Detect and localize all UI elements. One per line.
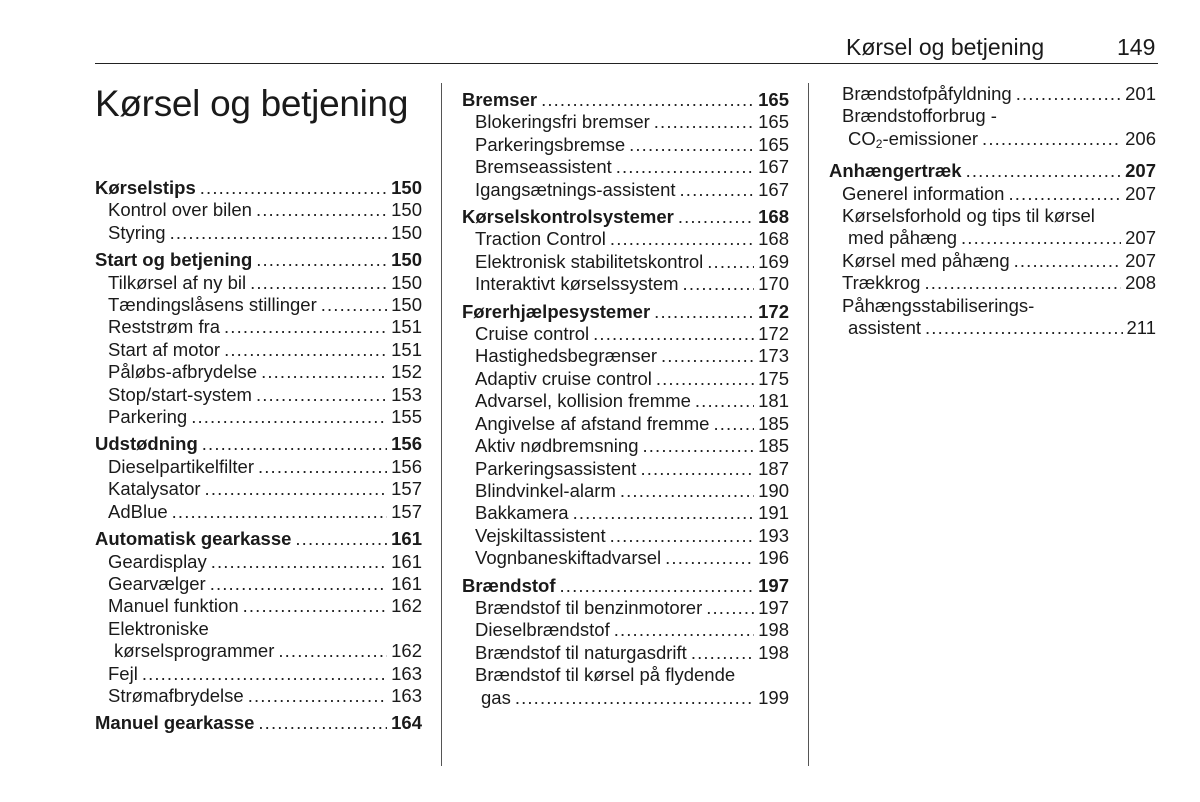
- toc-page-number: 193: [758, 524, 789, 546]
- dot-leader: [620, 480, 754, 502]
- toc-entry[interactable]: [95, 551, 422, 573]
- toc-section-entry[interactable]: [462, 89, 789, 111]
- toc-page-number: 207: [1125, 182, 1156, 204]
- toc-section-entry[interactable]: [462, 206, 789, 228]
- toc-entry-label: Traction Control: [475, 228, 606, 250]
- toc-entry-label: Bremseassistent: [475, 156, 612, 178]
- column-divider-left: [441, 83, 442, 766]
- dot-leader: [680, 179, 755, 201]
- toc-entry-label: Aktiv nødbremsning: [475, 435, 639, 457]
- toc-page-number: 187: [758, 457, 789, 479]
- toc-entry-label: Fejl: [108, 662, 138, 684]
- toc-section-entry[interactable]: [829, 160, 1156, 182]
- dot-leader: [656, 368, 754, 390]
- toc-page-number: 170: [758, 273, 789, 295]
- toc-column-1: [95, 177, 422, 735]
- toc-entry-label: Geardisplay: [108, 550, 207, 572]
- toc-entry-label: Brændstof til benzinmotorer: [475, 596, 703, 618]
- toc-entry-label: Kørselstips: [95, 177, 196, 198]
- toc-entry[interactable]: [95, 272, 422, 294]
- toc-entry-label: Brændstofpåfyldning: [842, 83, 1012, 104]
- toc-page-number: 191: [758, 502, 789, 524]
- toc-entry-label: Kontrol over bilen: [108, 199, 252, 221]
- toc-section-entry[interactable]: [95, 249, 422, 271]
- toc-entry-label: med påhæng: [848, 227, 958, 249]
- toc-entry-label: Parkeringsbremse: [475, 133, 626, 155]
- toc-page-number: 161: [391, 528, 422, 550]
- toc-page-number: 150: [391, 249, 422, 271]
- toc-page-number: 197: [758, 574, 789, 596]
- toc-page-number: 162: [391, 595, 422, 617]
- running-header-title: Kørsel og betjening: [846, 34, 1045, 60]
- toc-page-number: 197: [758, 596, 789, 618]
- toc-entry-label: Tændingslåsens stillinger: [108, 294, 317, 316]
- toc-entry[interactable]: [95, 478, 422, 500]
- toc-entry[interactable]: [95, 361, 422, 383]
- dot-leader: [200, 177, 387, 199]
- toc-entry[interactable]: [462, 642, 789, 664]
- toc-entry-label: Manuel gearkasse: [95, 712, 255, 734]
- dot-leader: [614, 619, 754, 641]
- toc-entry-label: kørselsprogrammer: [114, 640, 275, 662]
- toc-entry-label: Bakkamera: [475, 502, 569, 524]
- toc-entry-label: Adaptiv cruise control: [475, 367, 652, 389]
- toc-entry-label-line: Elektroniske: [108, 617, 209, 639]
- dot-leader: [224, 316, 387, 338]
- toc-entry-label: Kørsel med påhæng: [842, 249, 1010, 271]
- toc-entry-label: Dieselbrændstof: [475, 619, 610, 641]
- dot-leader: [961, 227, 1121, 249]
- toc-entry[interactable]: [462, 458, 789, 480]
- dot-leader: [278, 640, 387, 662]
- toc-entry[interactable]: [462, 413, 789, 435]
- dot-leader: [248, 685, 387, 707]
- toc-entry[interactable]: [95, 456, 422, 478]
- dot-leader: [966, 160, 1122, 182]
- dot-leader: [683, 273, 755, 295]
- toc-entry-label: Vejskiltassistent: [475, 524, 606, 546]
- toc-entry-label: Styring: [108, 221, 166, 243]
- toc-entry-label-line: Påhængsstabiliserings-: [842, 294, 1035, 316]
- toc-section-entry[interactable]: [95, 712, 422, 734]
- chapter-title: Kørsel og betjening: [95, 83, 409, 124]
- toc-entry[interactable]: [95, 406, 422, 428]
- dot-leader: [629, 134, 754, 156]
- toc-page-number: 185: [758, 412, 789, 434]
- toc-page-number: 207: [1125, 227, 1156, 249]
- toc-entry-label-line: Kørselsforhold og tips til kørsel: [842, 205, 1095, 227]
- toc-page-number: 172: [758, 300, 789, 322]
- toc-page-number: 151: [391, 338, 422, 360]
- toc-section-entry[interactable]: [462, 575, 789, 597]
- toc-entry[interactable]: [462, 111, 789, 133]
- dot-leader: [616, 156, 754, 178]
- dot-leader: [205, 478, 388, 500]
- dot-leader: [321, 294, 387, 316]
- toc-page-number: 165: [758, 133, 789, 155]
- column-divider-right: [808, 83, 809, 766]
- toc-entry-label: Tilkørsel af ny bil: [108, 271, 247, 293]
- toc-entry-label: Bremser: [462, 89, 538, 110]
- dot-leader: [261, 361, 387, 383]
- toc-page-number: 156: [391, 455, 422, 477]
- dot-leader: [1014, 250, 1122, 272]
- dot-leader: [515, 687, 754, 709]
- dot-leader: [706, 597, 754, 619]
- toc-entry-label: Strømafbrydelse: [108, 684, 244, 706]
- toc-column-3: [829, 83, 1156, 339]
- toc-entry[interactable]: [462, 156, 789, 178]
- toc-page-number: 165: [758, 89, 789, 110]
- dot-leader: [256, 199, 387, 221]
- toc-page-number: 169: [758, 250, 789, 272]
- dot-leader: [707, 251, 754, 273]
- toc-page-number: 206: [1125, 127, 1156, 149]
- toc-entry-label: Dieselpartikelfilter: [108, 455, 254, 477]
- toc-entry-label: Advarsel, kollision fremme: [475, 390, 691, 412]
- dot-leader: [695, 390, 754, 412]
- toc-entry[interactable]: [829, 128, 1156, 155]
- toc-section-entry[interactable]: [95, 528, 422, 550]
- dot-leader: [661, 345, 754, 367]
- toc-entry-label: Vognbaneskiftadvarsel: [475, 547, 662, 569]
- toc-entry-label: Generel information: [842, 182, 1005, 204]
- toc-entry[interactable]: [462, 687, 789, 709]
- toc-entry-label: Påløbs-afbrydelse: [108, 361, 258, 383]
- toc-entry[interactable]: [462, 480, 789, 502]
- toc-entry[interactable]: [95, 294, 422, 316]
- toc-entry-label: Førerhjælpesystemer: [462, 300, 651, 322]
- page-number: 149: [1117, 34, 1156, 60]
- toc-page-number: 168: [758, 206, 789, 228]
- toc-entry[interactable]: [829, 272, 1156, 294]
- dot-leader: [170, 222, 388, 244]
- toc-entry[interactable]: [95, 384, 422, 406]
- dot-leader: [610, 525, 755, 547]
- toc-page-number: 151: [391, 316, 422, 338]
- dot-leader: [654, 301, 754, 323]
- toc-entry[interactable]: [95, 640, 422, 662]
- toc-page-number: 199: [758, 686, 789, 708]
- toc-entry-label: Interaktivt kørselssystem: [475, 273, 679, 295]
- toc-page-number: 196: [758, 547, 789, 569]
- toc-section-entry[interactable]: [462, 301, 789, 323]
- toc-section-entry[interactable]: [95, 177, 422, 199]
- toc-entry-label: Hastighedsbegrænser: [475, 345, 658, 367]
- toc-page-number: 153: [391, 383, 422, 405]
- toc-page-number: 198: [758, 641, 789, 663]
- dot-leader: [610, 228, 754, 250]
- toc-page-number: 157: [391, 500, 422, 522]
- toc-entry[interactable]: [462, 525, 789, 547]
- dot-leader: [541, 89, 754, 111]
- toc-entry-label: AdBlue: [108, 500, 168, 522]
- toc-entry[interactable]: [829, 227, 1156, 249]
- toc-entry-label: Udstødning: [95, 433, 198, 455]
- toc-page-number: 167: [758, 156, 789, 178]
- dot-leader: [560, 575, 755, 597]
- toc-entry-label: Elektronisk stabilitetskontrol: [475, 250, 704, 272]
- toc-page-number: 150: [391, 271, 422, 293]
- toc-page-number: 168: [758, 228, 789, 250]
- dot-leader: [250, 272, 387, 294]
- toc-page-number: 155: [391, 406, 422, 428]
- toc-page-number: 167: [758, 178, 789, 200]
- toc-page-number: 208: [1125, 272, 1156, 294]
- toc-entry-label: Parkeringsassistent: [475, 457, 637, 479]
- toc-page-number: 201: [1125, 83, 1156, 104]
- toc-entry[interactable]: [829, 317, 1156, 339]
- toc-page-number: 175: [758, 367, 789, 389]
- header-divider: [95, 63, 1158, 64]
- dot-leader: [665, 547, 754, 569]
- dot-leader: [142, 663, 387, 685]
- toc-entry-label: Katalysator: [108, 478, 201, 500]
- toc-entry[interactable]: [462, 547, 789, 569]
- toc-page-number: 163: [391, 662, 422, 684]
- dot-leader: [258, 456, 387, 478]
- toc-entry-label: Igangsætnings-assistent: [475, 178, 676, 200]
- toc-entry[interactable]: [462, 323, 789, 345]
- toc-entry[interactable]: [462, 390, 789, 412]
- toc-entry-label: Reststrøm fra: [108, 316, 221, 338]
- toc-entry[interactable]: [462, 251, 789, 273]
- toc-page-number: 211: [1126, 317, 1156, 339]
- dot-leader: [654, 111, 754, 133]
- toc-page-number: 150: [391, 221, 422, 243]
- dot-leader: [295, 528, 387, 550]
- toc-page-number: 157: [391, 478, 422, 500]
- toc-page-number: 161: [391, 572, 422, 594]
- toc-page-number: 161: [391, 550, 422, 572]
- toc-entry-label-line: Brændstof til kørsel på flydende: [475, 664, 736, 686]
- dot-leader: [925, 317, 1122, 339]
- toc-entry[interactable]: [462, 134, 789, 156]
- toc-entry[interactable]: [829, 250, 1156, 272]
- toc-entry-label: Start og betjening: [95, 249, 253, 271]
- toc-page-number: 207: [1125, 160, 1156, 182]
- dot-leader: [210, 573, 387, 595]
- toc-page-number: 163: [391, 684, 422, 706]
- co2-text: CO: [848, 127, 876, 149]
- toc-entry[interactable]: [95, 595, 422, 617]
- dot-leader: [924, 272, 1121, 294]
- toc-page-number: 172: [758, 323, 789, 345]
- dot-leader: [1016, 83, 1121, 105]
- dot-leader: [202, 433, 387, 455]
- toc-entry-label: Brændstof: [462, 574, 556, 596]
- toc-entry[interactable]: [462, 273, 789, 295]
- toc-entry-label: Manuel funktion: [108, 595, 239, 617]
- toc-entry[interactable]: [95, 222, 422, 244]
- toc-entry-label: assistent: [848, 317, 922, 339]
- toc-entry[interactable]: [462, 502, 789, 524]
- toc-page-number: 198: [758, 619, 789, 641]
- toc-entry[interactable]: [95, 501, 422, 523]
- toc-entry[interactable]: [462, 368, 789, 390]
- toc-entry[interactable]: [95, 199, 422, 221]
- dot-leader: [224, 339, 387, 361]
- toc-section-entry[interactable]: [95, 433, 422, 455]
- toc-entry-label: Angivelse af afstand fremme: [475, 412, 710, 434]
- dot-leader: [982, 128, 1121, 150]
- toc-page-number: 156: [391, 433, 422, 455]
- toc-entry-label-line: Brændstofforbrug -: [842, 105, 997, 127]
- dot-leader: [243, 595, 388, 617]
- toc-page-number: 150: [391, 199, 422, 221]
- toc-page-number: 181: [758, 390, 789, 412]
- dot-leader: [256, 249, 387, 271]
- toc-entry-label: [848, 128, 978, 155]
- toc-entry-label: Gearvælger: [108, 572, 206, 594]
- dot-leader: [678, 206, 754, 228]
- toc-page-number: 173: [758, 345, 789, 367]
- dot-leader: [640, 458, 754, 480]
- dot-leader: [258, 712, 387, 734]
- dot-leader: [256, 384, 387, 406]
- toc-entry-label: Blindvinkel-alarm: [475, 479, 616, 501]
- dot-leader: [642, 435, 754, 457]
- toc-entry-label: Anhængertræk: [829, 160, 962, 182]
- dot-leader: [1008, 183, 1121, 205]
- dot-leader: [191, 406, 387, 428]
- toc-entry[interactable]: [95, 663, 422, 685]
- toc-entry[interactable]: [462, 597, 789, 619]
- dot-leader: [691, 642, 754, 664]
- toc-entry[interactable]: [829, 183, 1156, 205]
- toc-entry[interactable]: [462, 435, 789, 457]
- toc-page-number: 185: [758, 435, 789, 457]
- toc-page-number: 207: [1125, 249, 1156, 271]
- toc-column-2: [462, 89, 789, 709]
- dot-leader: [172, 501, 387, 523]
- toc-entry-label: Parkering: [108, 406, 188, 428]
- toc-page-number: 150: [391, 294, 422, 316]
- toc-entry-label: Stop/start-system: [108, 383, 252, 405]
- dot-leader: [713, 413, 754, 435]
- toc-page-number: 165: [758, 111, 789, 133]
- toc-page-number: 162: [391, 640, 422, 662]
- toc-page-number: 190: [758, 479, 789, 501]
- toc-entry-label: Brændstof til naturgasdrift: [475, 641, 687, 663]
- toc-entry[interactable]: [829, 83, 1156, 105]
- toc-entry[interactable]: [95, 339, 422, 361]
- toc-page-number: 164: [391, 712, 422, 734]
- toc-entry-label: Kørselskontrolsystemer: [462, 206, 674, 228]
- emissions-text: -emissioner: [882, 127, 979, 149]
- toc-page-number: 152: [391, 361, 422, 383]
- toc-entry-label: Blokeringsfri bremser: [475, 111, 650, 133]
- dot-leader: [211, 551, 387, 573]
- dot-leader: [593, 323, 754, 345]
- toc-entry[interactable]: [462, 619, 789, 641]
- toc-entry[interactable]: [95, 685, 422, 707]
- toc-entry-label: Trækkrog: [842, 272, 921, 294]
- toc-entry[interactable]: [462, 228, 789, 250]
- toc-entry[interactable]: [95, 573, 422, 595]
- toc-entry-label: gas: [481, 686, 511, 708]
- toc-entry-label: Automatisk gearkasse: [95, 528, 292, 550]
- dot-leader: [573, 502, 755, 524]
- toc-entry-label: Cruise control: [475, 323, 590, 345]
- toc-entry[interactable]: [95, 316, 422, 338]
- co2-subscript: 2: [875, 136, 883, 151]
- toc-entry-label: Start af motor: [108, 338, 221, 360]
- toc-entry[interactable]: [462, 345, 789, 367]
- toc-entry[interactable]: [462, 179, 789, 201]
- toc-page-number: 150: [391, 177, 422, 198]
